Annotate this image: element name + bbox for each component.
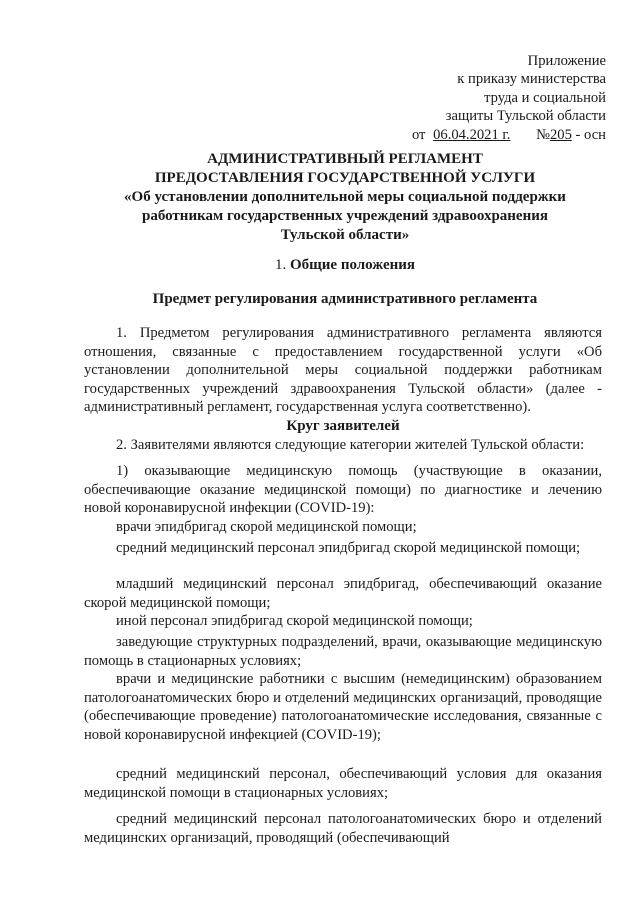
list-item-text: врачи и медицинские работники с высшим (немедицинским) образованием патологоанатомических бюро и отделений медицинских организаций, проводящие (обеспечивающие проведение) патологоанатомические исследования, связанные с новой коронавирусной инфекцией (COVID-19); (84, 671, 602, 743)
list-item (84, 612, 602, 631)
title-line-4: работникам государственных учреждений здравоохранения (141, 208, 548, 224)
subsection-heading: Предмет регулирования административного регламента (152, 291, 538, 307)
number-prefix: № (536, 126, 550, 143)
list-item-text: младший медицинский персонал эпидбригад, обеспечивающий оказание скорой медицинской помощи; (84, 576, 602, 611)
paragraph-1 (84, 324, 602, 417)
document-title (60, 150, 630, 245)
appendix-date-line (412, 126, 606, 144)
paragraph-2-text: 2. Заявителями являются следующие категории жителей Тульской области: (116, 437, 585, 453)
order-number: 205 (550, 126, 572, 143)
title-line-5: Тульской области» (280, 227, 410, 243)
list-item (84, 518, 602, 537)
paragraph-2 (84, 436, 602, 455)
paragraph-1-text: 1. Предметом регулирования административного регламента являются отношения, связанные с предоставлением государственной услуги «Об установлении дополнительной меры социальной поддержки работникам государственных учреждений здравоохранения Тульской области» (далее - административный регламент, государственная услуга соответственно). (84, 325, 602, 416)
applicants-heading: Круг заявителей (286, 418, 400, 434)
appendix-line-2: к приказу министерства (457, 71, 606, 88)
section-heading (60, 257, 630, 274)
title-line-1: АДМИНИСТРАТИВНЫЙ РЕГЛАМЕНТ (207, 151, 483, 167)
list-item (84, 765, 602, 802)
title-line-2: ПРЕДОСТАВЛЕНИЯ ГОСУДАРСТВЕННОЙ УСЛУГИ (154, 170, 536, 186)
appendix-line-1: Приложение (527, 53, 606, 69)
title-line-3: «Об установлении дополнительной меры социальной поддержки (124, 189, 566, 205)
list-item-intro-text: 1) оказывающие медицинскую помощь (участвующие в оказании, обеспечивающие оказание медицинской помощи) по диагностике и лечению новой коронавирусной инфекции (COVID-19): (84, 463, 602, 517)
list-item-text: заведующие структурных подразделений, врачи, оказывающие медицинскую помощь в стационарных условиях; (84, 634, 602, 669)
list-item-text: иной персонал эпидбригад скорой медицинской помощи; (116, 613, 473, 629)
number-suffix: - осн (571, 126, 606, 143)
list-item-text: средний медицинский персонал патологоанатомических бюро и отделений медицинских организаций, проводящий (обеспечивающий (84, 811, 602, 846)
section-title-text: Общие положения (289, 257, 416, 273)
list-item-intro (84, 462, 602, 518)
list-item (84, 575, 602, 612)
list-item (84, 539, 602, 558)
list-item (84, 810, 602, 847)
list-item-text: врачи эпидбригад скорой медицинской помощи; (116, 519, 417, 535)
list-item-text: средний медицинский персонал, обеспечивающий условия для оказания медицинской помощи в стационарных условиях; (84, 766, 602, 801)
list-item (84, 633, 602, 670)
section-number: 1. (274, 257, 287, 273)
list-item (84, 670, 602, 744)
appendix-line-3: труда и социальной (484, 89, 606, 106)
appendix-block (412, 52, 606, 144)
date-prefix: от (411, 126, 426, 143)
appendix-line-4: защиты Тульской области (445, 108, 606, 125)
order-date: 06.04.2021 г. (433, 126, 511, 143)
list-item-text: средний медицинский персонал эпидбригад скорой медицинской помощи; (116, 540, 581, 556)
